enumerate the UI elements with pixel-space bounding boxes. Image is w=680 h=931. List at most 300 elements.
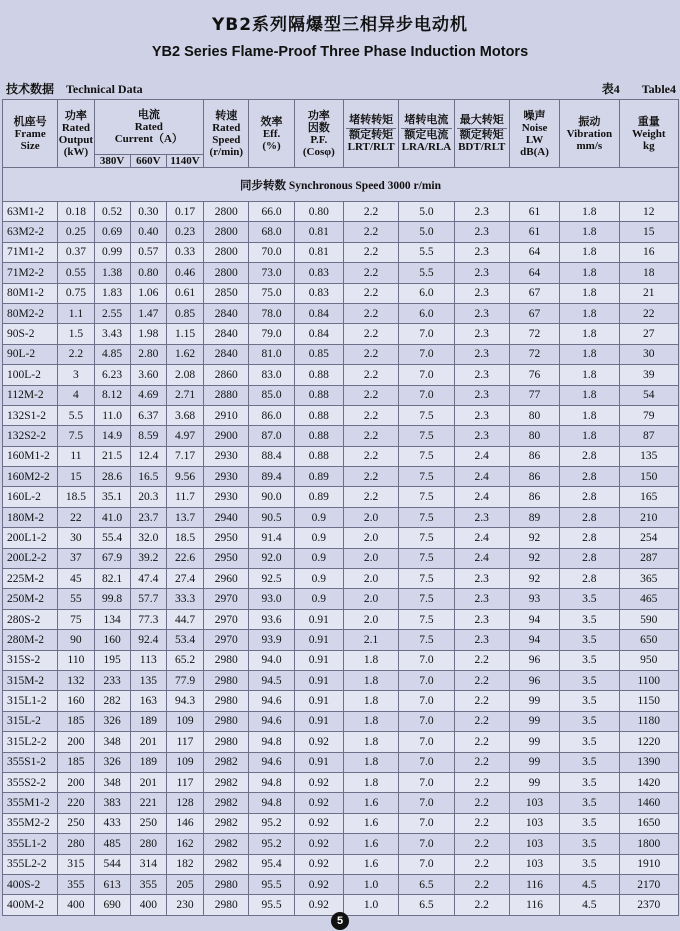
- cell-power-factor: 0.83: [294, 263, 343, 283]
- cell-frame: 315L1-2: [3, 691, 58, 711]
- cell-weight: 79: [619, 405, 678, 425]
- cell-current-660v: 221: [130, 793, 166, 813]
- cell-current-1140v: 65.2: [166, 650, 203, 670]
- cell-bdt-rlt: 2.2: [454, 732, 509, 752]
- cell-efficiency: 85.0: [249, 385, 294, 405]
- header-text: RLT: [372, 141, 395, 153]
- cell-output: 22: [58, 507, 94, 527]
- cell-lrt-rlt: 2.2: [343, 263, 398, 283]
- header-text: LW: [525, 133, 544, 146]
- table-row: [3, 813, 679, 833]
- cell-noise: 80: [509, 405, 559, 425]
- cell-current-1140v: 0.17: [166, 202, 203, 222]
- cell-vibration: 3.5: [560, 609, 619, 629]
- cell-output: 220: [58, 793, 94, 813]
- cell-vibration: 1.8: [560, 385, 619, 405]
- cell-lrt-rlt: 2.2: [343, 467, 398, 487]
- cell-efficiency: 83.0: [249, 365, 294, 385]
- cell-current-380v: 195: [94, 650, 130, 670]
- header-text: Rated: [61, 121, 90, 134]
- cell-current-380v: 3.43: [94, 324, 130, 344]
- header-efficiency: [249, 100, 294, 168]
- cell-current-660v: 1.47: [130, 303, 166, 323]
- cell-lra-rla: 7.0: [399, 324, 454, 344]
- cell-bdt-rlt: 2.3: [454, 405, 509, 425]
- cell-vibration: 2.8: [560, 569, 619, 589]
- cell-power-factor: 0.92: [294, 874, 343, 894]
- cell-weight: 16: [619, 242, 678, 262]
- header-text: BDT: [458, 141, 481, 153]
- table-row: [3, 283, 679, 303]
- cell-lrt-rlt: 1.8: [343, 732, 398, 752]
- header-text: 因数: [307, 121, 330, 134]
- header-ratio: LRT/RLT: [347, 141, 395, 153]
- header-text: Size: [20, 139, 40, 152]
- cell-weight: 254: [619, 528, 678, 548]
- table-row: [3, 732, 679, 752]
- table-row: [3, 446, 679, 466]
- cell-current-660v: 0.80: [130, 263, 166, 283]
- cell-lrt-rlt: 1.8: [343, 711, 398, 731]
- cell-power-factor: 0.88: [294, 446, 343, 466]
- header-lra-rla: [399, 100, 454, 168]
- cell-vibration: 1.8: [560, 303, 619, 323]
- cell-lra-rla: 7.5: [399, 589, 454, 609]
- cell-frame: 355L2-2: [3, 854, 58, 874]
- section-label-en: Technical Data: [66, 82, 143, 96]
- cell-current-660v: 135: [130, 670, 166, 690]
- cell-lrt-rlt: 1.0: [343, 874, 398, 894]
- header-text: 功率: [64, 109, 87, 122]
- cell-bdt-rlt: 2.3: [454, 507, 509, 527]
- cell-current-1140v: 0.23: [166, 222, 203, 242]
- cell-weight: 135: [619, 446, 678, 466]
- cell-lra-rla: 7.0: [399, 344, 454, 364]
- cell-lra-rla: 7.5: [399, 507, 454, 527]
- cell-current-380v: 14.9: [94, 426, 130, 446]
- cell-current-380v: 6.23: [94, 365, 130, 385]
- cell-frame: 80M2-2: [3, 303, 58, 323]
- cell-vibration: 3.5: [560, 732, 619, 752]
- cell-bdt-rlt: 2.2: [454, 772, 509, 792]
- cell-output: 110: [58, 650, 94, 670]
- cell-power-factor: 0.88: [294, 385, 343, 405]
- cell-current-1140v: 18.5: [166, 528, 203, 548]
- cell-current-1140v: 33.3: [166, 589, 203, 609]
- cell-speed: 2840: [204, 303, 249, 323]
- cell-frame: 63M1-2: [3, 202, 58, 222]
- cell-output: 0.25: [58, 222, 94, 242]
- cell-noise: 96: [509, 650, 559, 670]
- cell-output: 55: [58, 589, 94, 609]
- header-text: (kW): [63, 145, 89, 158]
- cell-frame: 280M-2: [3, 630, 58, 650]
- cell-weight: 1180: [619, 711, 678, 731]
- cell-frame: 90S-2: [3, 324, 58, 344]
- cell-power-factor: 0.92: [294, 793, 343, 813]
- cell-lra-rla: 7.5: [399, 548, 454, 568]
- cell-current-1140v: 77.9: [166, 670, 203, 690]
- cell-current-660v: 201: [130, 732, 166, 752]
- cell-current-380v: 233: [94, 670, 130, 690]
- cell-vibration: 3.5: [560, 834, 619, 854]
- section-label-cn: 技术数据: [6, 82, 55, 96]
- header-text: 电流: [137, 109, 160, 121]
- cell-current-380v: 160: [94, 630, 130, 650]
- cell-current-1140v: 9.56: [166, 467, 203, 487]
- cell-power-factor: 0.85: [294, 344, 343, 364]
- cell-power-factor: 0.92: [294, 772, 343, 792]
- cell-power-factor: 0.88: [294, 426, 343, 446]
- cell-weight: 18: [619, 263, 678, 283]
- cell-current-380v: 67.9: [94, 548, 130, 568]
- cell-frame: 400M-2: [3, 895, 58, 915]
- cell-lra-rla: 7.0: [399, 752, 454, 772]
- cell-bdt-rlt: 2.3: [454, 324, 509, 344]
- cell-lrt-rlt: 2.2: [343, 365, 398, 385]
- cell-current-1140v: 0.33: [166, 242, 203, 262]
- cell-noise: 67: [509, 303, 559, 323]
- cell-current-1140v: 3.68: [166, 405, 203, 425]
- cell-bdt-rlt: 2.3: [454, 283, 509, 303]
- cell-current-380v: 348: [94, 772, 130, 792]
- cell-current-1140v: 0.46: [166, 263, 203, 283]
- cell-bdt-rlt: 2.3: [454, 426, 509, 446]
- cell-bdt-rlt: 2.3: [454, 263, 509, 283]
- table-row: [3, 670, 679, 690]
- cell-frame: 280S-2: [3, 609, 58, 629]
- header-text: 额定转矩: [346, 128, 396, 141]
- cell-speed: 2970: [204, 589, 249, 609]
- header-text: 转速: [215, 109, 238, 122]
- header-text: RLT: [483, 141, 506, 153]
- cell-noise: 67: [509, 283, 559, 303]
- cell-noise: 72: [509, 344, 559, 364]
- cell-lrt-rlt: 1.8: [343, 691, 398, 711]
- cell-power-factor: 0.81: [294, 242, 343, 262]
- header-text: Vibration: [566, 127, 613, 140]
- cell-current-660v: 23.7: [130, 507, 166, 527]
- cell-current-1140v: 44.7: [166, 609, 203, 629]
- cell-bdt-rlt: 2.4: [454, 446, 509, 466]
- cell-lrt-rlt: 1.8: [343, 772, 398, 792]
- cell-noise: 94: [509, 609, 559, 629]
- table-row: [3, 752, 679, 772]
- cell-frame: 355M2-2: [3, 813, 58, 833]
- cell-current-380v: 485: [94, 834, 130, 854]
- cell-output: 160: [58, 691, 94, 711]
- cell-output: 280: [58, 834, 94, 854]
- cell-lra-rla: 7.0: [399, 772, 454, 792]
- technical-data-table: [2, 99, 679, 916]
- cell-output: 1.5: [58, 324, 94, 344]
- cell-current-1140v: 2.71: [166, 385, 203, 405]
- cell-vibration: 2.8: [560, 467, 619, 487]
- cell-lrt-rlt: 2.2: [343, 426, 398, 446]
- cell-current-380v: 613: [94, 874, 130, 894]
- table-row: [3, 405, 679, 425]
- cell-current-1140v: 22.6: [166, 548, 203, 568]
- cell-weight: 1100: [619, 670, 678, 690]
- cell-output: 11: [58, 446, 94, 466]
- cell-weight: 54: [619, 385, 678, 405]
- cell-vibration: 3.5: [560, 589, 619, 609]
- table-row: [3, 507, 679, 527]
- cell-current-1140v: 2.08: [166, 365, 203, 385]
- cell-weight: 1390: [619, 752, 678, 772]
- cell-frame: 63M2-2: [3, 222, 58, 242]
- cell-weight: 1150: [619, 691, 678, 711]
- cell-lrt-rlt: 2.0: [343, 589, 398, 609]
- cell-efficiency: 95.4: [249, 854, 294, 874]
- cell-power-factor: 0.9: [294, 548, 343, 568]
- cell-weight: 365: [619, 569, 678, 589]
- cell-weight: 27: [619, 324, 678, 344]
- cell-current-1140v: 117: [166, 772, 203, 792]
- table-row: [3, 772, 679, 792]
- cell-lrt-rlt: 2.2: [343, 344, 398, 364]
- cell-speed: 2970: [204, 609, 249, 629]
- cell-current-660v: 355: [130, 874, 166, 894]
- cell-current-660v: 250: [130, 813, 166, 833]
- cell-current-660v: 39.2: [130, 548, 166, 568]
- cell-noise: 99: [509, 752, 559, 772]
- cell-current-1140v: 53.4: [166, 630, 203, 650]
- table-row: [3, 426, 679, 446]
- cell-power-factor: 0.83: [294, 283, 343, 303]
- cell-speed: 2910: [204, 405, 249, 425]
- cell-output: 400: [58, 895, 94, 915]
- header-text: (%): [262, 139, 281, 152]
- cell-efficiency: 94.8: [249, 772, 294, 792]
- cell-output: 18.5: [58, 487, 94, 507]
- cell-weight: 287: [619, 548, 678, 568]
- header-text: 机座号: [13, 115, 47, 128]
- cell-current-380v: 11.0: [94, 405, 130, 425]
- cell-bdt-rlt: 2.4: [454, 467, 509, 487]
- cell-efficiency: 68.0: [249, 222, 294, 242]
- cell-frame: 112M-2: [3, 385, 58, 405]
- cell-speed: 2980: [204, 691, 249, 711]
- table-row: [3, 303, 679, 323]
- cell-output: 4: [58, 385, 94, 405]
- cell-current-660v: 77.3: [130, 609, 166, 629]
- cell-speed: 2950: [204, 528, 249, 548]
- cell-lrt-rlt: 1.6: [343, 834, 398, 854]
- cell-current-380v: 1.38: [94, 263, 130, 283]
- table-row: [3, 854, 679, 874]
- cell-power-factor: 0.91: [294, 650, 343, 670]
- cell-weight: 950: [619, 650, 678, 670]
- cell-current-380v: 348: [94, 732, 130, 752]
- cell-weight: 1800: [619, 834, 678, 854]
- header-current-660v: 660V: [130, 155, 166, 168]
- cell-lrt-rlt: 2.2: [343, 324, 398, 344]
- cell-bdt-rlt: 2.2: [454, 752, 509, 772]
- cell-current-1140v: 13.7: [166, 507, 203, 527]
- cell-current-660v: 0.57: [130, 242, 166, 262]
- table-row: [3, 793, 679, 813]
- cell-efficiency: 94.5: [249, 670, 294, 690]
- cell-current-1140v: 0.61: [166, 283, 203, 303]
- table-row: [3, 324, 679, 344]
- cell-vibration: 3.5: [560, 630, 619, 650]
- cell-lrt-rlt: 1.8: [343, 670, 398, 690]
- table-row: [3, 630, 679, 650]
- cell-current-380v: 21.5: [94, 446, 130, 466]
- cell-speed: 2982: [204, 793, 249, 813]
- cell-bdt-rlt: 2.2: [454, 650, 509, 670]
- page-title-en: YB2 Series Flame-Proof Three Phase Induction Motors: [151, 44, 529, 60]
- cell-speed: 2982: [204, 752, 249, 772]
- cell-bdt-rlt: 2.3: [454, 609, 509, 629]
- cell-lrt-rlt: 1.0: [343, 895, 398, 915]
- cell-efficiency: 95.5: [249, 895, 294, 915]
- cell-output: 185: [58, 752, 94, 772]
- cell-frame: 200L1-2: [3, 528, 58, 548]
- cell-bdt-rlt: 2.3: [454, 569, 509, 589]
- cell-current-1140v: 7.17: [166, 446, 203, 466]
- cell-bdt-rlt: 2.2: [454, 711, 509, 731]
- cell-output: 0.75: [58, 283, 94, 303]
- cell-noise: 103: [509, 834, 559, 854]
- cell-current-380v: 0.99: [94, 242, 130, 262]
- cell-speed: 2980: [204, 732, 249, 752]
- cell-noise: 86: [509, 446, 559, 466]
- table-row: [3, 834, 679, 854]
- cell-vibration: 1.8: [560, 283, 619, 303]
- cell-lra-rla: 7.5: [399, 569, 454, 589]
- cell-speed: 2930: [204, 467, 249, 487]
- table-row: [3, 589, 679, 609]
- cell-current-660v: 314: [130, 854, 166, 874]
- cell-current-1140v: 1.15: [166, 324, 203, 344]
- cell-vibration: 3.5: [560, 813, 619, 833]
- header-text: 噪声: [523, 109, 546, 122]
- cell-current-660v: 280: [130, 834, 166, 854]
- cell-power-factor: 0.92: [294, 895, 343, 915]
- table-label-cn: 表4: [601, 82, 620, 96]
- cell-weight: 650: [619, 630, 678, 650]
- cell-efficiency: 90.5: [249, 507, 294, 527]
- cell-output: 250: [58, 813, 94, 833]
- cell-noise: 76: [509, 365, 559, 385]
- cell-current-380v: 99.8: [94, 589, 130, 609]
- header-text: RLA: [427, 141, 452, 153]
- cell-bdt-rlt: 2.3: [454, 344, 509, 364]
- cell-lra-rla: 7.5: [399, 487, 454, 507]
- cell-current-380v: 326: [94, 711, 130, 731]
- table-row: [3, 874, 679, 894]
- cell-power-factor: 0.80: [294, 202, 343, 222]
- cell-noise: 77: [509, 385, 559, 405]
- header-current: [94, 100, 204, 155]
- table-row: [3, 528, 679, 548]
- cell-weight: 210: [619, 507, 678, 527]
- cell-speed: 2982: [204, 772, 249, 792]
- cell-current-660v: 0.30: [130, 202, 166, 222]
- cell-current-380v: 35.1: [94, 487, 130, 507]
- cell-power-factor: 0.91: [294, 630, 343, 650]
- cell-speed: 2950: [204, 548, 249, 568]
- cell-speed: 2840: [204, 344, 249, 364]
- cell-lrt-rlt: 2.2: [343, 283, 398, 303]
- header-noise: [509, 100, 559, 168]
- cell-power-factor: 0.9: [294, 569, 343, 589]
- header-text: Current（A）: [114, 133, 183, 145]
- cell-weight: 1420: [619, 772, 678, 792]
- cell-lra-rla: 5.5: [399, 263, 454, 283]
- cell-bdt-rlt: 2.4: [454, 548, 509, 568]
- cell-efficiency: 93.0: [249, 589, 294, 609]
- cell-noise: 96: [509, 670, 559, 690]
- cell-current-660v: 4.69: [130, 385, 166, 405]
- cell-lra-rla: 7.0: [399, 650, 454, 670]
- cell-vibration: 1.8: [560, 222, 619, 242]
- cell-efficiency: 89.4: [249, 467, 294, 487]
- cell-current-1140v: 1.62: [166, 344, 203, 364]
- cell-speed: 2980: [204, 670, 249, 690]
- cell-lrt-rlt: 1.6: [343, 854, 398, 874]
- cell-lrt-rlt: 1.8: [343, 752, 398, 772]
- cell-speed: 2930: [204, 446, 249, 466]
- cell-noise: 99: [509, 732, 559, 752]
- cell-vibration: 3.5: [560, 670, 619, 690]
- cell-efficiency: 94.0: [249, 650, 294, 670]
- cell-bdt-rlt: 2.2: [454, 793, 509, 813]
- cell-output: 355: [58, 874, 94, 894]
- cell-bdt-rlt: 2.2: [454, 834, 509, 854]
- cell-current-1140v: 230: [166, 895, 203, 915]
- cell-speed: 2860: [204, 365, 249, 385]
- cell-weight: 1460: [619, 793, 678, 813]
- cell-noise: 92: [509, 528, 559, 548]
- cell-output: 185: [58, 711, 94, 731]
- cell-bdt-rlt: 2.2: [454, 691, 509, 711]
- cell-current-1140v: 109: [166, 711, 203, 731]
- cell-speed: 2982: [204, 854, 249, 874]
- cell-vibration: 1.8: [560, 242, 619, 262]
- cell-current-380v: 4.85: [94, 344, 130, 364]
- cell-current-380v: 282: [94, 691, 130, 711]
- cell-current-660v: 400: [130, 895, 166, 915]
- cell-noise: 64: [509, 263, 559, 283]
- cell-current-660v: 1.98: [130, 324, 166, 344]
- header-text: kg: [642, 139, 655, 152]
- table-label-en: Table4: [641, 82, 676, 96]
- cell-current-380v: 0.52: [94, 202, 130, 222]
- cell-vibration: 3.5: [560, 650, 619, 670]
- cell-vibration: 1.8: [560, 426, 619, 446]
- cell-bdt-rlt: 2.2: [454, 895, 509, 915]
- table-row: [3, 548, 679, 568]
- cell-weight: 21: [619, 283, 678, 303]
- cell-speed: 2982: [204, 813, 249, 833]
- cell-current-380v: 2.55: [94, 303, 130, 323]
- cell-current-380v: 41.0: [94, 507, 130, 527]
- header-current-1140v: 1140V: [166, 155, 203, 168]
- cell-frame: 250M-2: [3, 589, 58, 609]
- cell-bdt-rlt: 2.3: [454, 222, 509, 242]
- header-vibration: [560, 100, 619, 168]
- cell-weight: 1650: [619, 813, 678, 833]
- cell-current-1140v: 128: [166, 793, 203, 813]
- cell-current-380v: 82.1: [94, 569, 130, 589]
- header-text: mm/s: [576, 139, 603, 152]
- cell-current-660v: 189: [130, 752, 166, 772]
- cell-frame: 80M1-2: [3, 283, 58, 303]
- cell-current-1140v: 4.97: [166, 426, 203, 446]
